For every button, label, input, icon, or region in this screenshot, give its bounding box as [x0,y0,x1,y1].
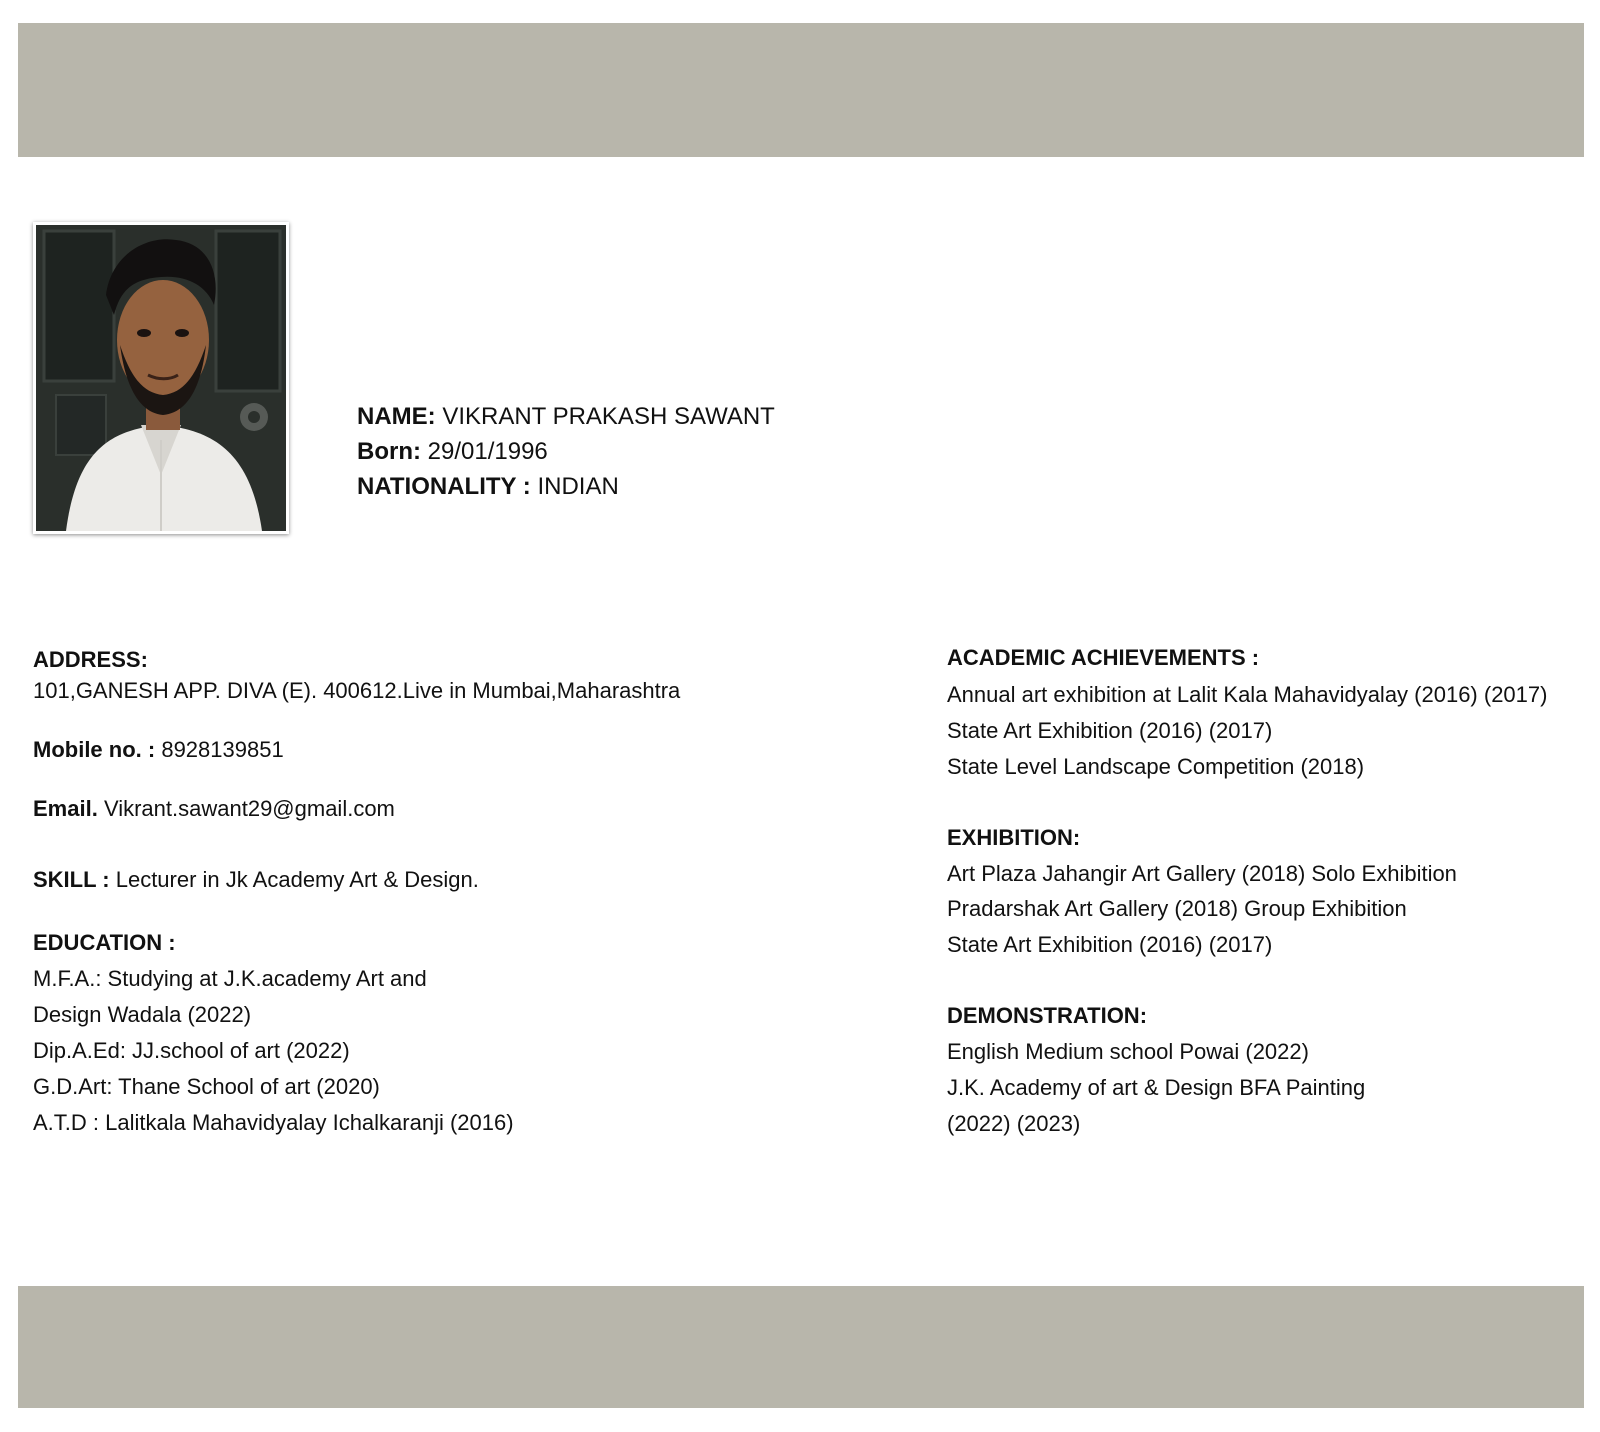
email-line [33,796,395,822]
email-value[interactable]: Vikrant.sawant29@gmail.com [103,796,395,821]
identity-block [357,399,775,504]
skill-label: SKILL : [33,867,110,892]
academic-item: Annual art exhibition at Lalit Kala Mahavidyalay (2016) (2017) [947,682,1548,707]
skill-value: Lecturer in Jk Academy Art & Design. [115,867,479,892]
exhibition-item: Art Plaza Jahangir Art Gallery (2018) Solo Exhibition [947,861,1457,886]
education-item: G.D.Art: Thane School of art (2020) [33,1074,380,1099]
academic-item: State Level Landscape Competition (2018) [947,754,1365,779]
demonstration-heading: DEMONSTRATION: [947,1003,1148,1028]
portrait-image [36,225,286,531]
mobile-label: Mobile no. : [33,737,156,762]
nationality-value: INDIAN [537,473,619,500]
education-item: A.T.D : Lalitkala Mahavidyalay Ichalkaranji (2016) [33,1110,514,1135]
demonstration-item: J.K. Academy of art & Design BFA Painting [947,1075,1366,1100]
born-line [357,434,775,469]
nationality-line [357,469,775,504]
mobile-line [33,737,284,763]
email-label: Email. [33,796,98,821]
exhibition-item: Pradarshak Art Gallery (2018) Group Exhibition [947,896,1407,921]
name-value: VIKRANT PRAKASH SAWANT [442,403,775,430]
skill-line [33,867,479,893]
education-item: M.F.A.: Studying at J.K.academy Art and [33,966,427,991]
exhibition-heading: EXHIBITION: [947,825,1081,850]
education-item: Dip.A.Ed: JJ.school of art (2022) [33,1038,350,1063]
address-value: 101,GANESH APP. DIVA (E). 400612.Live in Mumbai,Maharashtra [33,678,681,703]
born-value: 29/01/1996 [427,438,548,465]
academic-item: State Art Exhibition (2016) (2017) [947,718,1273,743]
mobile-value: 8928139851 [161,737,284,762]
education-item: Design Wadala (2022) [33,1002,252,1027]
demonstration-item: (2022) (2023) [947,1111,1081,1136]
name-label: NAME: [357,403,436,430]
demonstration-item: English Medium school Powai (2022) [947,1039,1309,1064]
academic-heading: ACADEMIC ACHIEVEMENTS : [947,645,1260,670]
header-band [18,23,1584,157]
exhibition-item: State Art Exhibition (2016) (2017) [947,932,1273,957]
address-heading: ADDRESS: [33,647,148,672]
name-line [357,399,775,434]
footer-band [18,1286,1584,1408]
education-heading: EDUCATION : [33,930,176,955]
born-label: Born: [357,438,421,465]
profile-photo [33,222,289,534]
nationality-label: NATIONALITY : [357,473,531,500]
